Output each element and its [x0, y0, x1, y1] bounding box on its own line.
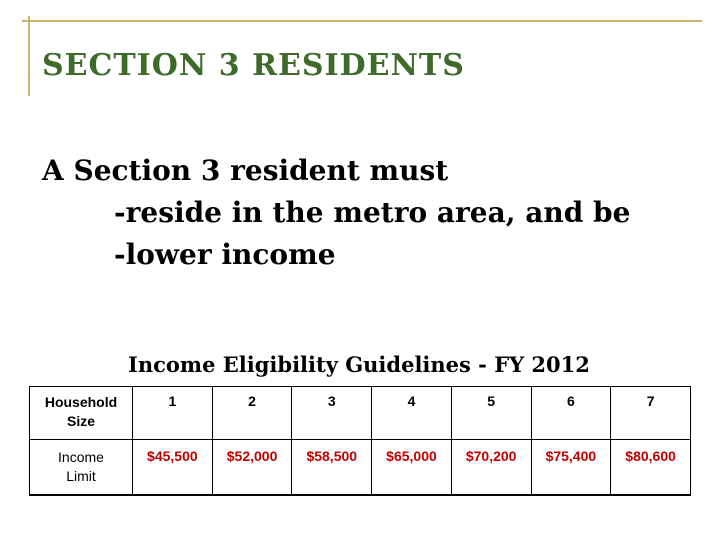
income-limit-cell: $52,000: [212, 440, 292, 496]
slide-body: [42, 150, 630, 276]
table-row-household-size: [30, 387, 691, 440]
income-eligibility-table: [29, 386, 691, 496]
income-limit-header: Income Limit: [30, 440, 133, 496]
body-line-income: -lower income: [114, 238, 336, 271]
body-line-intro: A Section 3 resident must: [42, 154, 449, 187]
income-limit-cell: $80,600: [611, 440, 691, 496]
size-cell: 2: [212, 387, 292, 440]
decorative-vertical-rule: [28, 16, 30, 96]
income-limit-cell: $70,200: [451, 440, 531, 496]
decorative-horizontal-rule: [22, 20, 702, 22]
body-line-reside: -reside in the metro area, and be: [114, 196, 631, 229]
household-size-header: Household Size: [30, 387, 133, 440]
slide-title: SECTION 3 RESIDENTS: [42, 48, 465, 83]
income-limit-cell: $45,500: [133, 440, 213, 496]
income-limit-cell: $58,500: [292, 440, 372, 496]
size-cell: 7: [611, 387, 691, 440]
income-limit-cell: $75,400: [531, 440, 611, 496]
size-cell: 1: [133, 387, 213, 440]
size-cell: 5: [451, 387, 531, 440]
size-cell: 6: [531, 387, 611, 440]
table-title: Income Eligibility Guidelines - FY 2012: [128, 352, 590, 377]
income-limit-cell: $65,000: [372, 440, 452, 496]
size-cell: 3: [292, 387, 372, 440]
size-cell: 4: [372, 387, 452, 440]
table-row-income-limit: [30, 440, 691, 496]
